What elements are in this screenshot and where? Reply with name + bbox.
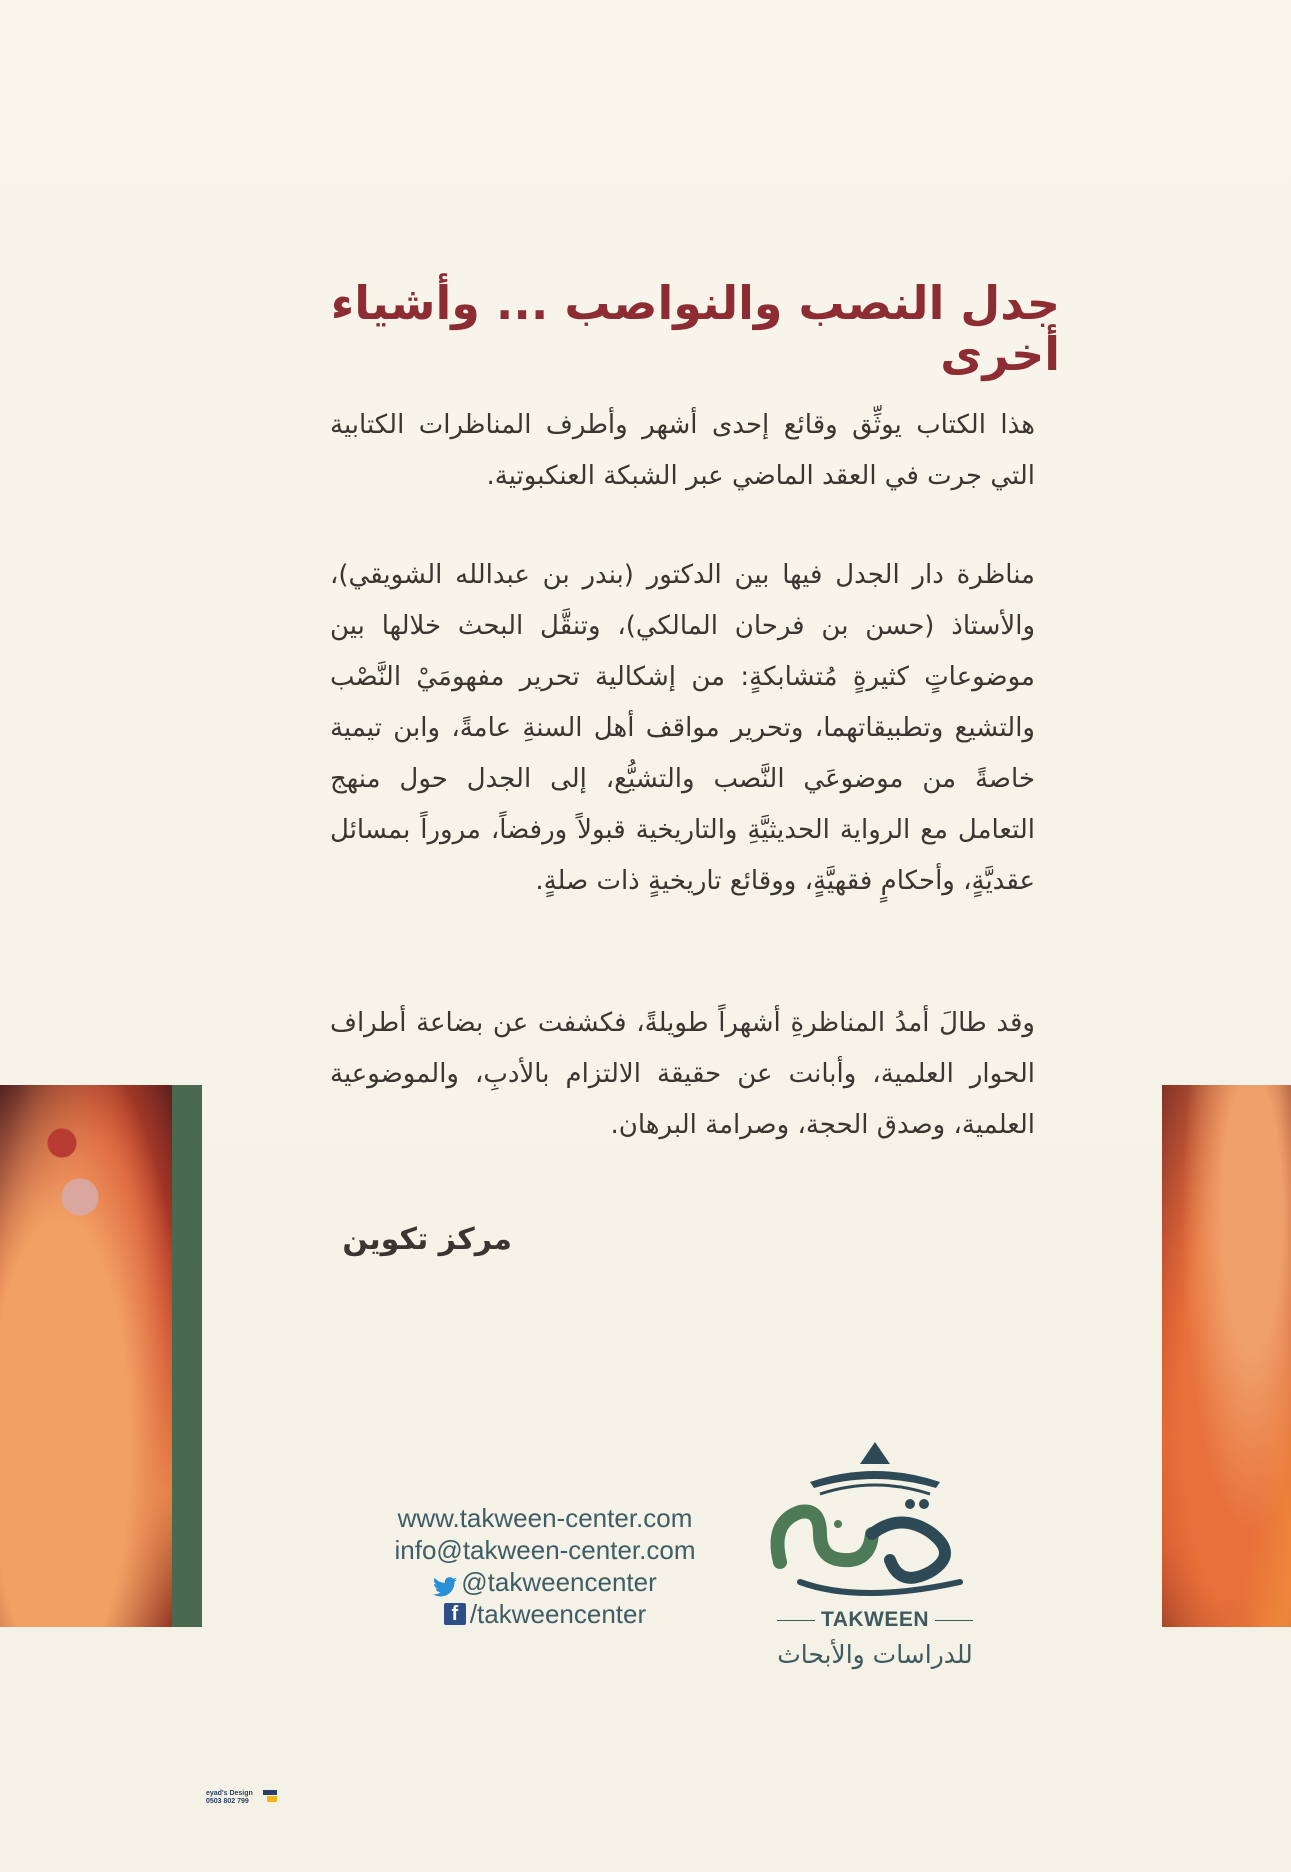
decorative-green-stripe <box>172 1085 202 1627</box>
decorative-painting-left <box>0 1085 172 1627</box>
facebook-f-icon: f <box>444 1603 466 1625</box>
designer-phone: 0503 802 799 <box>206 1798 249 1805</box>
designer-name: eyad's Design <box>206 1790 253 1797</box>
website-link[interactable] <box>360 1502 730 1534</box>
publisher-signature: مركز تكوين <box>342 1222 512 1257</box>
contact-block <box>360 1502 730 1630</box>
email-text: info@takween-center.com <box>394 1535 696 1565</box>
designer-logo-icon <box>263 1790 277 1804</box>
description-paragraph-2: مناظرة دار الجدل فيها بين الدكتور (بندر بن عبدالله الشويقي)، والأستاذ (حسن بن فرحان المالكي)، وتنقَّل البحث خلالها بين موضوعاتٍ كثيرةٍ مُتشابكةٍ: من إشكالية تحرير مفهومَيْ النَّصْب والتشيع وتطبيقاتهما، وتحرير مواقف أهل السنةِ عامةً، وابن تيمية خاصةً من موضوعَي النَّصب والتشيُّع، إلى الجدل حول منهج التعامل مع الرواية الحديثيَّةِ والتاريخية قبولاً ورفضاً، مروراً بمسائل عقديَّةٍ، وأحكامٍ فقهيَّةٍ، ووقائع تاريخيةٍ ذات صلةٍ. <box>330 560 1035 896</box>
book-title: جدل النصب والنواصب ... وأشياء أخرى <box>330 276 1060 381</box>
facebook-handle: /takweencenter <box>469 1599 647 1629</box>
logo-tagline: للدراسات والأبحاث <box>777 1640 973 1669</box>
decorative-painting-right <box>1162 1085 1291 1627</box>
designer-credit <box>206 1790 253 1806</box>
twitter-handle: @takweencenter <box>461 1567 657 1597</box>
twitter-link[interactable] <box>360 1566 730 1598</box>
takween-calligraphy-logo <box>760 1442 990 1612</box>
logo-latin-wordmark: TAKWEEN <box>760 1608 990 1632</box>
twitter-bird-icon <box>433 1572 457 1592</box>
description-paragraph-1: هذا الكتاب يوثِّق وقائع إحدى أشهر وأطرف المناظرات الكتابية التي جرت في العقد الماضي عبر الشبكة العنكبوتية. <box>330 410 1035 491</box>
description-paragraph-3: وقد طالَ أمدُ المناظرةِ أشهراً طويلةً، فكشفت عن بضاعة أطراف الحوار العلمية، وأبانت عن حقيقة الالتزام بالأدبِ، والموضوعية العلمية، وصدق الحجة، وصرامة البرهان. <box>330 1008 1035 1140</box>
takween-logo <box>760 1442 990 1672</box>
email-link[interactable] <box>360 1534 730 1566</box>
website-text: www.takween-center.com <box>397 1503 693 1533</box>
facebook-link[interactable] <box>360 1598 730 1630</box>
